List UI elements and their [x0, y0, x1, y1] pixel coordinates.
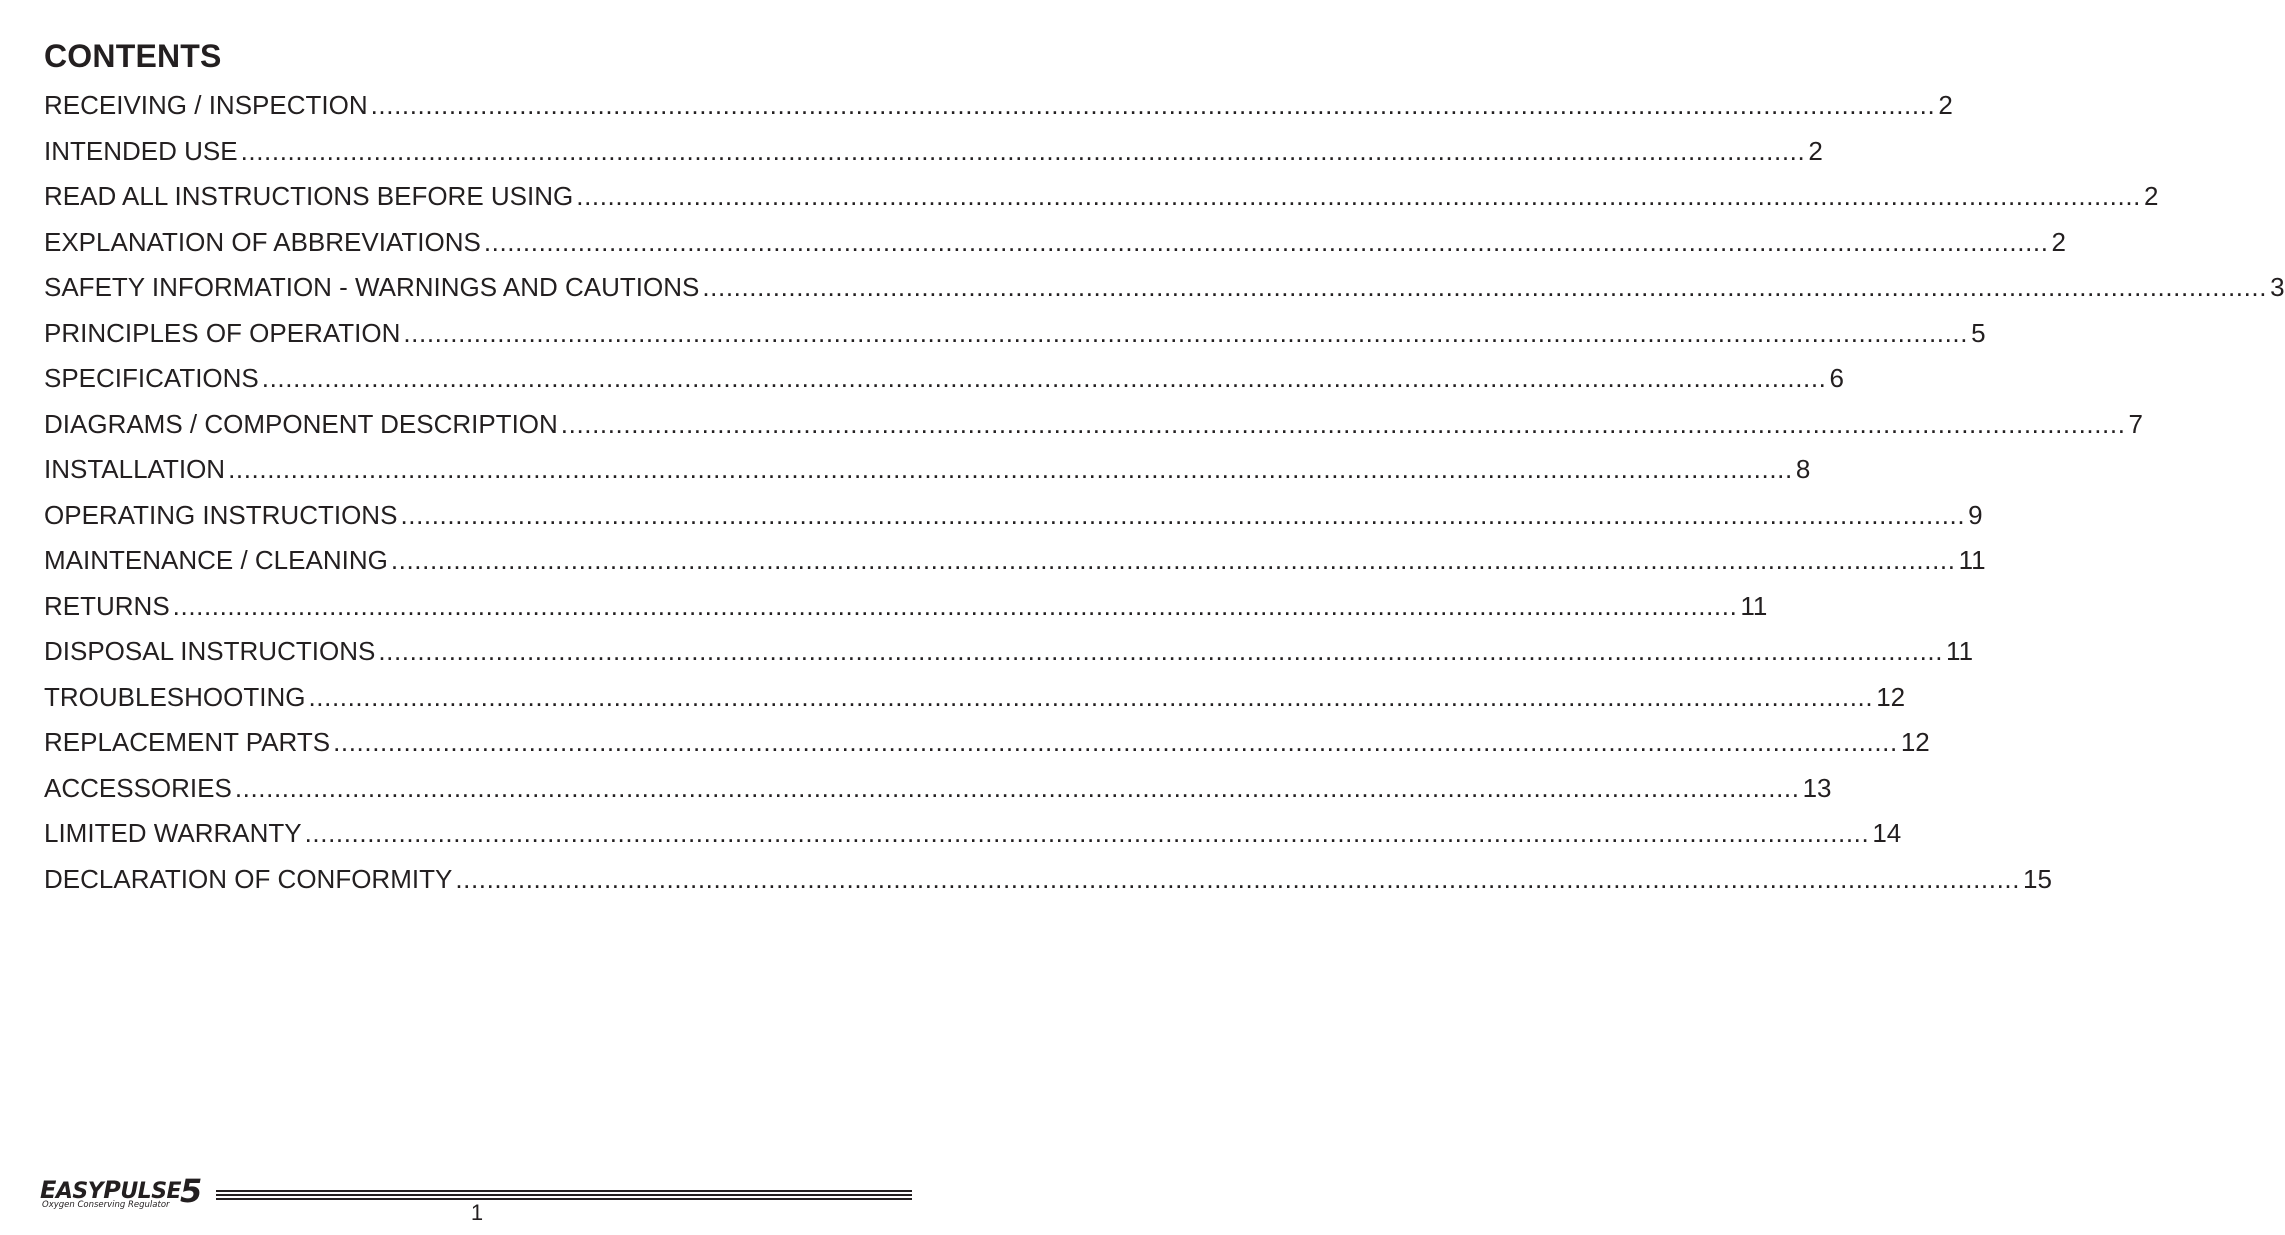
toc-entry[interactable]	[44, 174, 2159, 220]
toc-leader-dots: ........................................................................................................................................................................................................	[308, 681, 1874, 712]
toc-entry-label: MAINTENANCE / CLEANING	[44, 545, 388, 575]
toc-leader-dots: ........................................................................................................................................................................................................	[370, 90, 1936, 120]
table-of-contents	[44, 83, 2285, 902]
toc-entry[interactable]	[44, 265, 2285, 311]
toc-entry-page: 2	[2051, 226, 2067, 257]
toc-leader-dots: ........................................................................................................................................................................................................	[400, 499, 1966, 530]
logo-letters: ASY	[55, 1179, 104, 1204]
toc-leader-dots: ........................................................................................................................................................................................................	[304, 818, 1870, 848]
toc-entry[interactable]	[44, 538, 1986, 584]
toc-entry-label: READ ALL INSTRUCTIONS BEFORE USING	[44, 181, 574, 211]
toc-entry[interactable]	[44, 857, 2052, 903]
toc-leader-dots: ........................................................................................................................................................................................................	[702, 272, 2268, 302]
toc-entry-label: RETURNS	[44, 590, 170, 621]
toc-entry-page: 14	[1872, 818, 1902, 848]
toc-entry-page: 9	[1968, 499, 1983, 530]
toc-entry-label: SPECIFICATIONS	[44, 363, 259, 393]
toc-entry-page: 13	[1802, 772, 1832, 803]
page-number: 1	[470, 1200, 484, 1225]
toc-entry-label: ACCESSORIES	[44, 772, 232, 803]
toc-entry-page: 15	[2023, 863, 2052, 894]
toc-entry-page: 11	[1946, 636, 1974, 666]
toc-leader-dots: ........................................................................................................................................................................................................	[333, 727, 1898, 757]
toc-leader-dots: ........................................................................................................................................................................................................	[228, 454, 1793, 484]
toc-leader-dots: ........................................................................................................................................................................................................	[560, 408, 2126, 439]
toc-entry-label: LIMITED WARRANTY	[44, 818, 302, 848]
toc-leader-dots: ........................................................................................................................................................................................................	[390, 545, 1956, 575]
toc-entry[interactable]	[44, 811, 1902, 857]
toc-entry-label: PRINCIPLES OF OPERATION	[44, 317, 401, 348]
toc-entry[interactable]	[44, 447, 1811, 493]
brand-logo	[40, 1172, 212, 1212]
toc-leader-dots: ........................................................................................................................................................................................................	[261, 363, 1827, 393]
toc-entry-page: 12	[1900, 727, 1930, 757]
toc-entry[interactable]	[44, 766, 1832, 812]
toc-entry-label: DISPOSAL INSTRUCTIONS	[44, 636, 376, 666]
logo-letter: E	[40, 1176, 56, 1204]
toc-entry-label: SAFETY INFORMATION - WARNINGS AND CAUTIONS	[44, 272, 700, 302]
toc-entry[interactable]	[44, 83, 1953, 129]
footer-rule-line	[216, 1198, 912, 1200]
toc-entry-label: TROUBLESHOOTING	[44, 681, 306, 712]
toc-entry-label: EXPLANATION OF ABBREVIATIONS	[44, 226, 481, 257]
logo-tagline: Oxygen Conserving Regulator	[42, 1200, 170, 1210]
logo-letter: P	[103, 1176, 121, 1204]
toc-entry[interactable]	[44, 402, 2143, 448]
toc-entry-page: 3	[2270, 272, 2285, 302]
toc-entry[interactable]	[44, 675, 1906, 721]
logo-letters: ULSE	[120, 1179, 182, 1204]
toc-entry-label: REPLACEMENT PARTS	[44, 727, 331, 757]
logo-number: 5	[180, 1172, 203, 1210]
toc-entry-page: 5	[1971, 317, 1986, 348]
toc-leader-dots: ........................................................................................................................................................................................................	[403, 317, 1969, 348]
toc-entry[interactable]	[44, 720, 1930, 766]
toc-entry-page: 6	[1829, 363, 1844, 393]
toc-entry-label: DIAGRAMS / COMPONENT DESCRIPTION	[44, 408, 558, 439]
toc-entry-page: 11	[1958, 545, 1986, 575]
toc-entry[interactable]	[44, 311, 1986, 357]
toc-entry-label: INTENDED USE	[44, 135, 238, 166]
page-title: CONTENTS	[44, 38, 222, 74]
toc-entry-label: DECLARATION OF CONFORMITY	[44, 863, 453, 894]
footer-rule	[216, 1190, 912, 1200]
toc-leader-dots: ........................................................................................................................................................................................................	[483, 226, 2049, 257]
toc-entry[interactable]	[44, 584, 1768, 630]
toc-entry-page: 2	[1808, 135, 1823, 166]
toc-entry-page: 8	[1795, 454, 1811, 484]
footer-rule-line	[216, 1194, 912, 1196]
toc-leader-dots: ........................................................................................................................................................................................................	[455, 863, 2021, 894]
toc-entry-page: 7	[2128, 408, 2143, 439]
footer-rule-line	[216, 1190, 912, 1192]
toc-entry-label: OPERATING INSTRUCTIONS	[44, 499, 398, 530]
toc-entry[interactable]	[44, 356, 1844, 402]
toc-entry[interactable]	[44, 493, 1983, 539]
toc-entry[interactable]	[44, 220, 2067, 266]
toc-entry-label: RECEIVING / INSPECTION	[44, 90, 368, 120]
toc-leader-dots: ........................................................................................................................................................................................................	[576, 181, 2141, 211]
toc-entry-label: INSTALLATION	[44, 454, 226, 484]
toc-leader-dots: ........................................................................................................................................................................................................	[378, 636, 1944, 666]
toc-entry[interactable]	[44, 129, 1823, 175]
toc-entry-page: 2	[1938, 90, 1953, 120]
toc-entry-page: 2	[2143, 181, 2159, 211]
toc-leader-dots: ........................................................................................................................................................................................................	[240, 135, 1806, 166]
toc-leader-dots: ........................................................................................................................................................................................................	[234, 772, 1800, 803]
toc-entry-page: 11	[1740, 590, 1768, 621]
toc-leader-dots: ........................................................................................................................................................................................................	[172, 590, 1738, 621]
toc-entry-page: 12	[1876, 681, 1906, 712]
toc-entry[interactable]	[44, 629, 1974, 675]
